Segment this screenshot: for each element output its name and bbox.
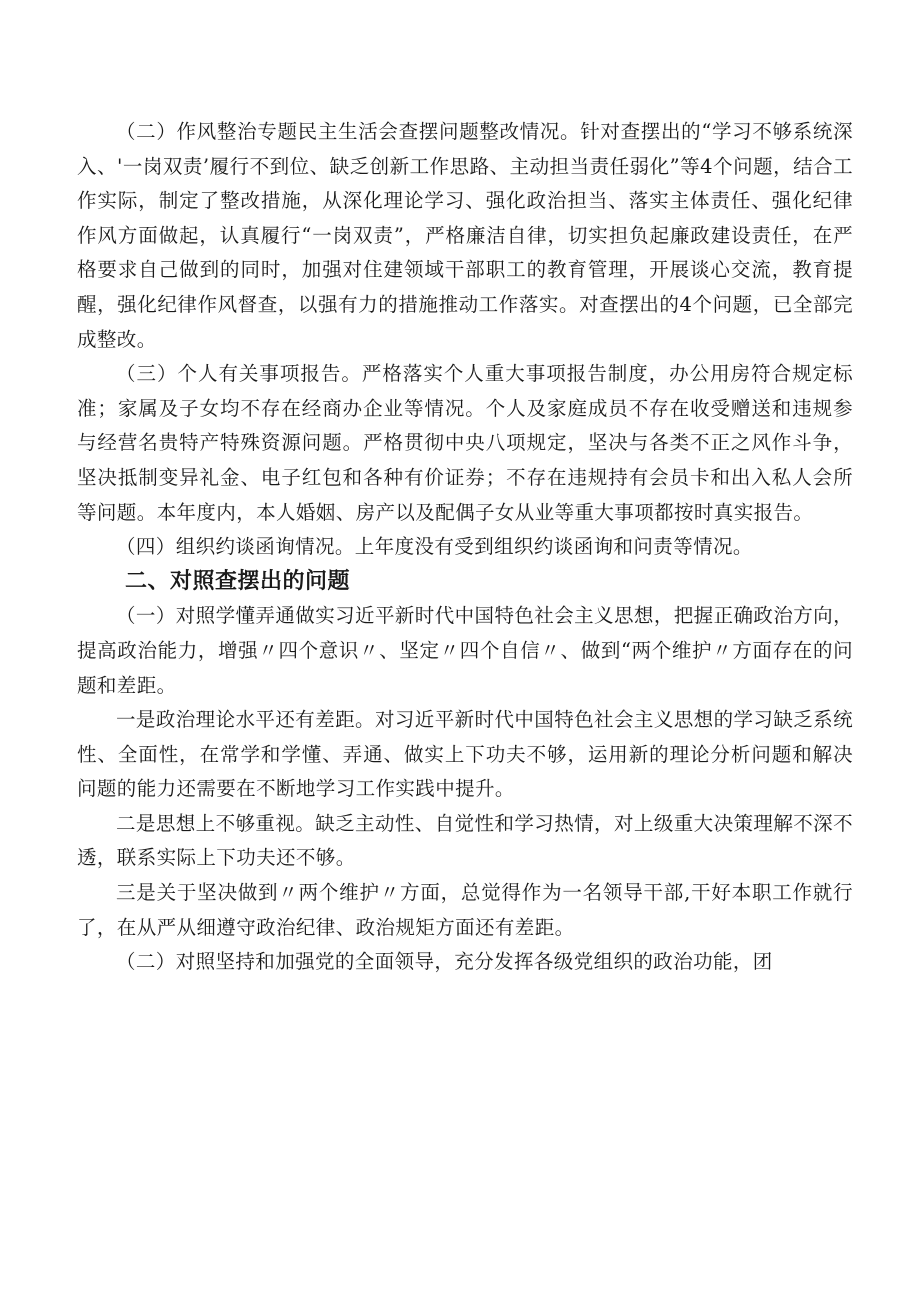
paragraph-item-one-intro: （一）对照学懂弄通做实习近平新时代中国特色社会主义思想，把握正确政治方向，提高政治能力，增强〃四个意识〃、坚定〃四个自信〃、做到“两个维护〃方面存在的问题和差距。 <box>77 604 853 697</box>
paragraph-item-two-intro: （二）对照坚持和加强党的全面领导，充分发挥各级党组织的政治功能，团 <box>116 950 773 974</box>
section-heading: 二、对照查摆出的问题 <box>125 568 351 594</box>
paragraph-rectification-status: （二）作风整治专题民主生活会查摆问题整改情况。针对查摆出的“学习不够系统深入、'一岗双责’履行不到位、缺乏创新工作思路、主动担当责任弱化”等4个问题，结合工作实际，制定了整改措施，从深化理论学习、强化政治担当、落实主体责任、强化纪律作风方面做起，认真履行“一岗双责”，严格廉洁自律，切实担负起廉政建设责任，在严格要求自己做到的同时，加强对住建领域干部职工的教育管理，开展谈心交流，教育提醒，强化纪律作风督查，以强有力的措施推动工作落实。对查摆出的4个问题，已全部完成整改。 <box>77 120 853 351</box>
paragraph-personal-matters-report: （三）个人有关事项报告。严格落实个人重大事项报告制度，办公用房符合规定标准；家属及子女均不存在经商办企业等情况。个人及家庭成员不存在收受赠送和违规参与经营名贵特产特殊资源问题。严格贯彻中央八项规定，坚决与各类不正之风作斗争，坚决抵制变异礼金、电子红包和各种有价证券；不存在违规持有会员卡和出入私人会所等问题。本年度内，本人婚姻、房产以及配偶子女从业等重大事项都按时真实报告。 <box>77 362 853 524</box>
document-body <box>77 115 853 980</box>
paragraph-point-three: 三是关于坚决做到〃两个维护〃方面，总觉得作为一名领导干部,干好本职工作就行了，在从严从细遵守政治纪律、政治规矩方面还有差距。 <box>77 881 853 939</box>
paragraph-organization-interview: （四）组织约谈函询情况。上年度没有受到组织约谈函询和问责等情况。 <box>116 535 753 559</box>
paragraph-point-two: 二是思想上不够重视。缺乏主动性、自觉性和学习热情，对上级重大决策理解不深不透，联系实际上下功夫还不够。 <box>77 811 853 870</box>
paragraph-point-one: 一是政治理论水平还有差距。对习近平新时代中国特色社会主义思想的学习缺乏系统性、全面性，在常学和学懂、弄通、做实上下功夫不够，运用新的理论分析问题和解决问题的能力还需要在不断地学习工作实践中提升。 <box>77 708 853 801</box>
